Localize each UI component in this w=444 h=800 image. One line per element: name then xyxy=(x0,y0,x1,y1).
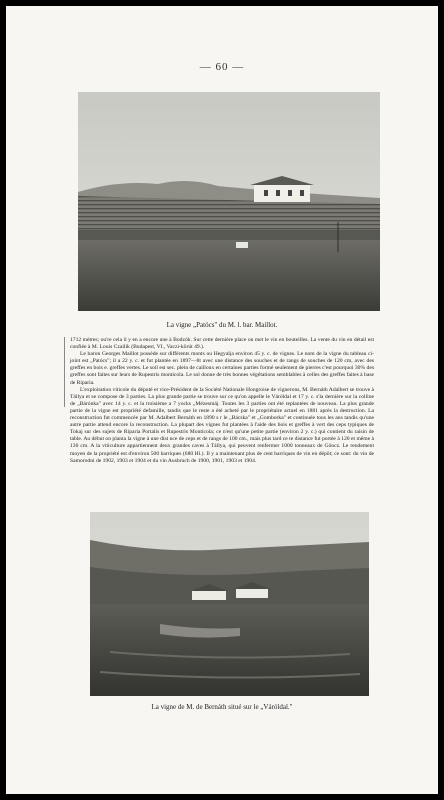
paragraph-2: Le baron Georges Maillot possède sur différents monts ou Hegyalja environ 45 y. c. de vignes. Le nom de la vigne du tableau ci-joint est „Patócs"; il a 22 y. c. et fut plantée en 1897—8t avec une distance des souches et de rangs de souches de 120 cm, avec des greffes en bois e. greffes vertes. Le soil est sec. plein de cailloux en certaines parties formé seulement de pierres c'est pourquoi 30% des greffes sont faites sur leurs de Rupestris monticola. Le sol donne de très bonnes végétations semblables à celles des greffes faites à base de Riparia. xyxy=(70,351,374,386)
document-page xyxy=(6,6,438,794)
photo-caption-top: La vigne „Patócs" du M. l. bar. Maillot. xyxy=(166,321,278,329)
article-text xyxy=(70,337,374,465)
page-number: — 60 — xyxy=(199,61,245,73)
photo-caption-bottom: La vigne de M. de Bernáth situé sur le „Váróldal." xyxy=(151,703,293,711)
vineyard-photo-patocs-image xyxy=(78,92,380,311)
paragraph-1: 1712 mètres; ou're cela il y en a encore une à Bodzók. Sur cette dernière place on met le vin en bouteilles. La vente du vin en détail est confiée à M. Louis Czailik (Budapest, VI., Vaczi-körút 49.). xyxy=(70,337,374,351)
vineyard-photo-varoldal xyxy=(90,512,369,696)
paragraph-3: L'exploitation viticole du député et vice-Président de la Société Nationale Hongroise de vignerons, M. Bernáth Adalbert se trouve à Tállya et se compose de 3 parties. La plus grande partie se trouve sur ce qu'on appelle le Váróldal et 17 y. c. s'la dernière sur la colline de „Bárónka" avec 14 y. c. et la troisième a 7 yocks „Mézesmáj. Toutes les 3 parties ont été replantées de nouveau. La plus grande partie de la vigne est propriété defamille, tandis que le reste a été acheté par le propriétaire actuel en 1881 après la destruction. La reconstruction fut commencée par M. Adalbert Bernáth en 1890 s r le „Bácska" et „Gomborka" et continuée tous les ans tandis qu'une autre partie attend encore la reconstruction. La plupart des vignes fut plantées à l'aide des bois et greffes à vert des ceps typiques de Tokaj sur des sujets de Riparia Portalis et Rupestris Monticola; ce n'est qu'une petite partie (environ 2 y. c.) qui contient du raisin de table. Au début on planta la vigne à une dist nce de ceps et de rangs de 100 cm., mais plus tard ce te distance fut portée à 120 et même à 130 cm. A la viticulture appartiennent deux grandes caves à Tállya, qui peuvent renfermer 1000 tonneaux de Göncz. Le rendement moyen de la propriété est d'environ 500 barriques (680 Hl.). Il y a maintenant plus de cent barriques de vin en dépôt; ce sont: du vin de Samorodni de 1902, 1903 et 1904 et du vin Ausbruch de 1900, 1901, 1903 et 1904. xyxy=(70,386,374,464)
margin-rule xyxy=(64,337,65,407)
vineyard-photo-patocs xyxy=(78,92,380,311)
vineyard-photo-varoldal-image xyxy=(90,512,369,696)
